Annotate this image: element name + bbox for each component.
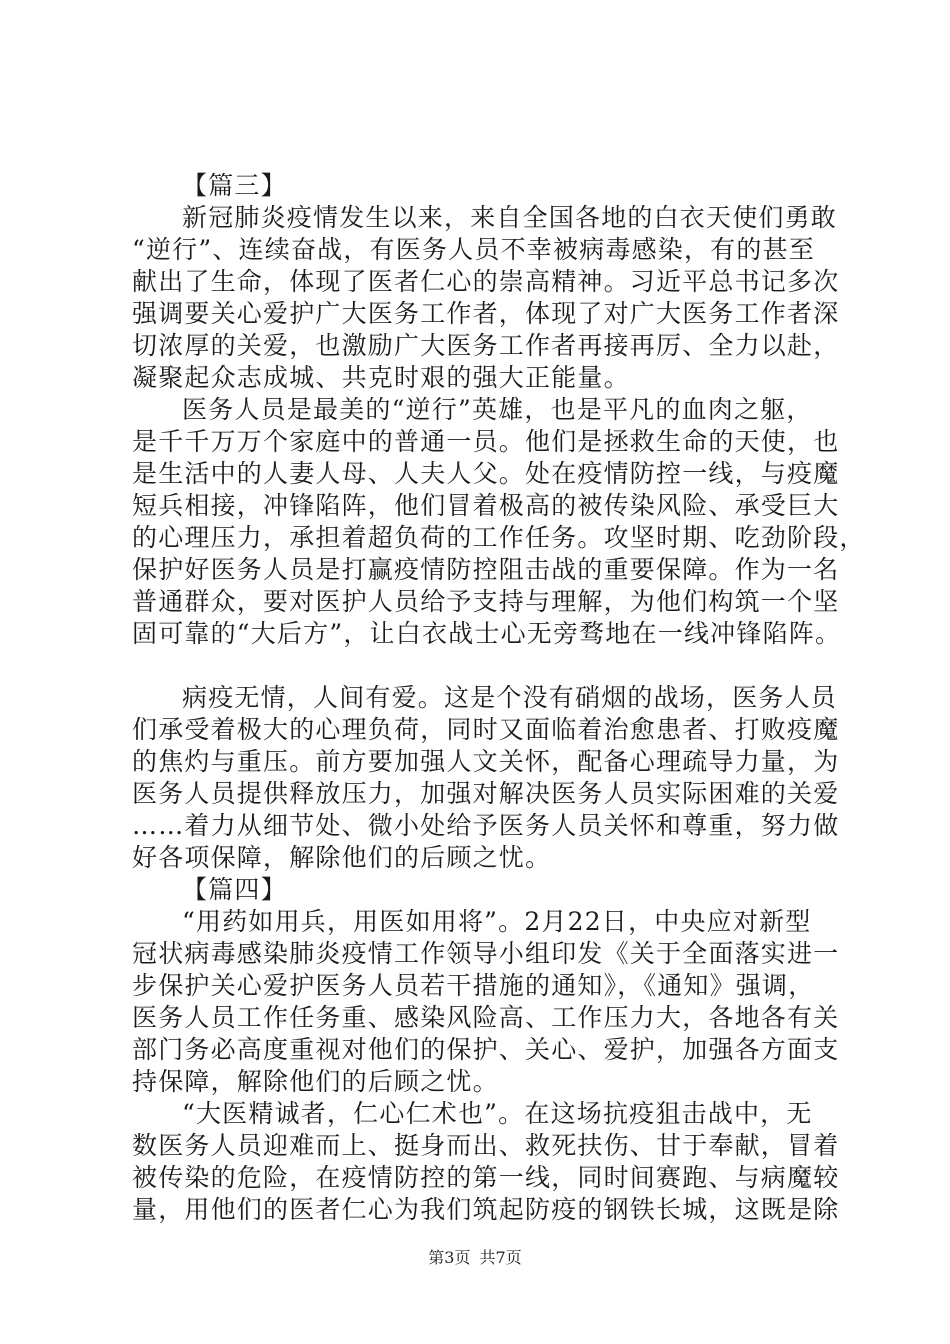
paragraph-line: 们承受着极大的心理负荷，同时又面临着治愈患者、打败疫魔 [132, 715, 840, 744]
paragraph-line: 的心理压力，承担着超负荷的工作任务。攻坚时期、吃劲阶段， [132, 523, 866, 552]
paragraph-line: 持保障，解除他们的后顾之忧。 [132, 1067, 499, 1096]
paragraph-line: “用药如用兵，用医如用将”。2月22日，中央应对新型 [182, 907, 812, 936]
paragraph-line: 医务人员是最美的“逆行”英雄，也是平凡的血肉之躯， [182, 395, 813, 424]
paragraph-line: 是千千万万个家庭中的普通一员。他们是拯救生命的天使，也 [132, 427, 840, 456]
page-total: 共7页 [479, 1248, 522, 1267]
paragraph-line: 部门务必高度重视对他们的保护、关心、爱护，加强各方面支 [132, 1035, 840, 1064]
paragraph-line: 医务人员工作任务重、感染风险高、工作压力大，各地各有关 [132, 1003, 840, 1032]
paragraph-line: 冠状病毒感染肺炎疫情工作领导小组印发《关于全面落实进一 [132, 939, 840, 968]
paragraph-line: 强调要关心爱护广大医务工作者，体现了对广大医务工作者深 [132, 299, 840, 328]
paragraph-line: 是生活中的人妻人母、人夫人父。处在疫情防控一线，与疫魔 [132, 459, 840, 488]
paragraph-line: “逆行”、连续奋战，有医务人员不幸被病毒感染，有的甚至 [132, 235, 815, 264]
paragraph-line: 病疫无情，人间有爱。这是个没有硝烟的战场，医务人员 [182, 683, 838, 712]
section-heading: 【篇三】 [182, 171, 287, 200]
document-body [132, 170, 866, 1226]
paragraph-line: 步保护关心爱护医务人员若干措施的通知》，《通知》强调， [132, 971, 815, 1000]
paragraph-line: ……着力从细节处、微小处给予医务人员关怀和尊重，努力做 [132, 811, 840, 840]
paragraph-line: 量，用他们的医者仁心为我们筑起防疫的钢铁长城，这既是除 [132, 1195, 840, 1224]
paragraph-line: 凝聚起众志成城、共克时艰的强大正能量。 [132, 363, 630, 392]
paragraph-line: 固可靠的“大后方”，让白衣战士心无旁骛地在一线冲锋陷阵。 [132, 619, 842, 648]
page-number: 第3页 [428, 1248, 471, 1267]
page-footer [0, 1248, 950, 1268]
paragraph-line: 保护好医务人员是打赢疫情防控阻击战的重要保障。作为一名 [132, 555, 840, 584]
section-heading: 【篇四】 [182, 875, 287, 904]
paragraph-line: 献出了生命，体现了医者仁心的崇高精神。习近平总书记多次 [132, 267, 840, 296]
paragraph-line: 医务人员提供释放压力，加强对解决医务人员实际困难的关爱 [132, 779, 840, 808]
paragraph-line: 切浓厚的关爱，也激励广大医务工作者再接再厉、全力以赴， [132, 331, 840, 360]
paragraph-line: 的焦灼与重压。前方要加强人文关怀，配备心理疏导力量，为 [132, 747, 840, 776]
paragraph-line: 数医务人员迎难而上、挺身而出、救死扶伤、甘于奉献，冒着 [132, 1131, 840, 1160]
paragraph-line: 新冠肺炎疫情发生以来，来自全国各地的白衣天使们勇敢 [182, 203, 838, 232]
paragraph-line: 好各项保障，解除他们的后顾之忧。 [132, 843, 552, 872]
blank-line [132, 650, 852, 682]
paragraph-line: 普通群众，要对医护人员给予支持与理解，为他们构筑一个坚 [132, 587, 840, 616]
paragraph-line: 短兵相接，冲锋陷阵，他们冒着极高的被传染风险、承受巨大 [132, 491, 840, 520]
paragraph-line: “大医精诚者，仁心仁术也”。在这场抗疫狙击战中，无 [182, 1099, 813, 1128]
paragraph-line: 被传染的危险，在疫情防控的第一线，同时间赛跑、与病魔较 [132, 1163, 840, 1192]
